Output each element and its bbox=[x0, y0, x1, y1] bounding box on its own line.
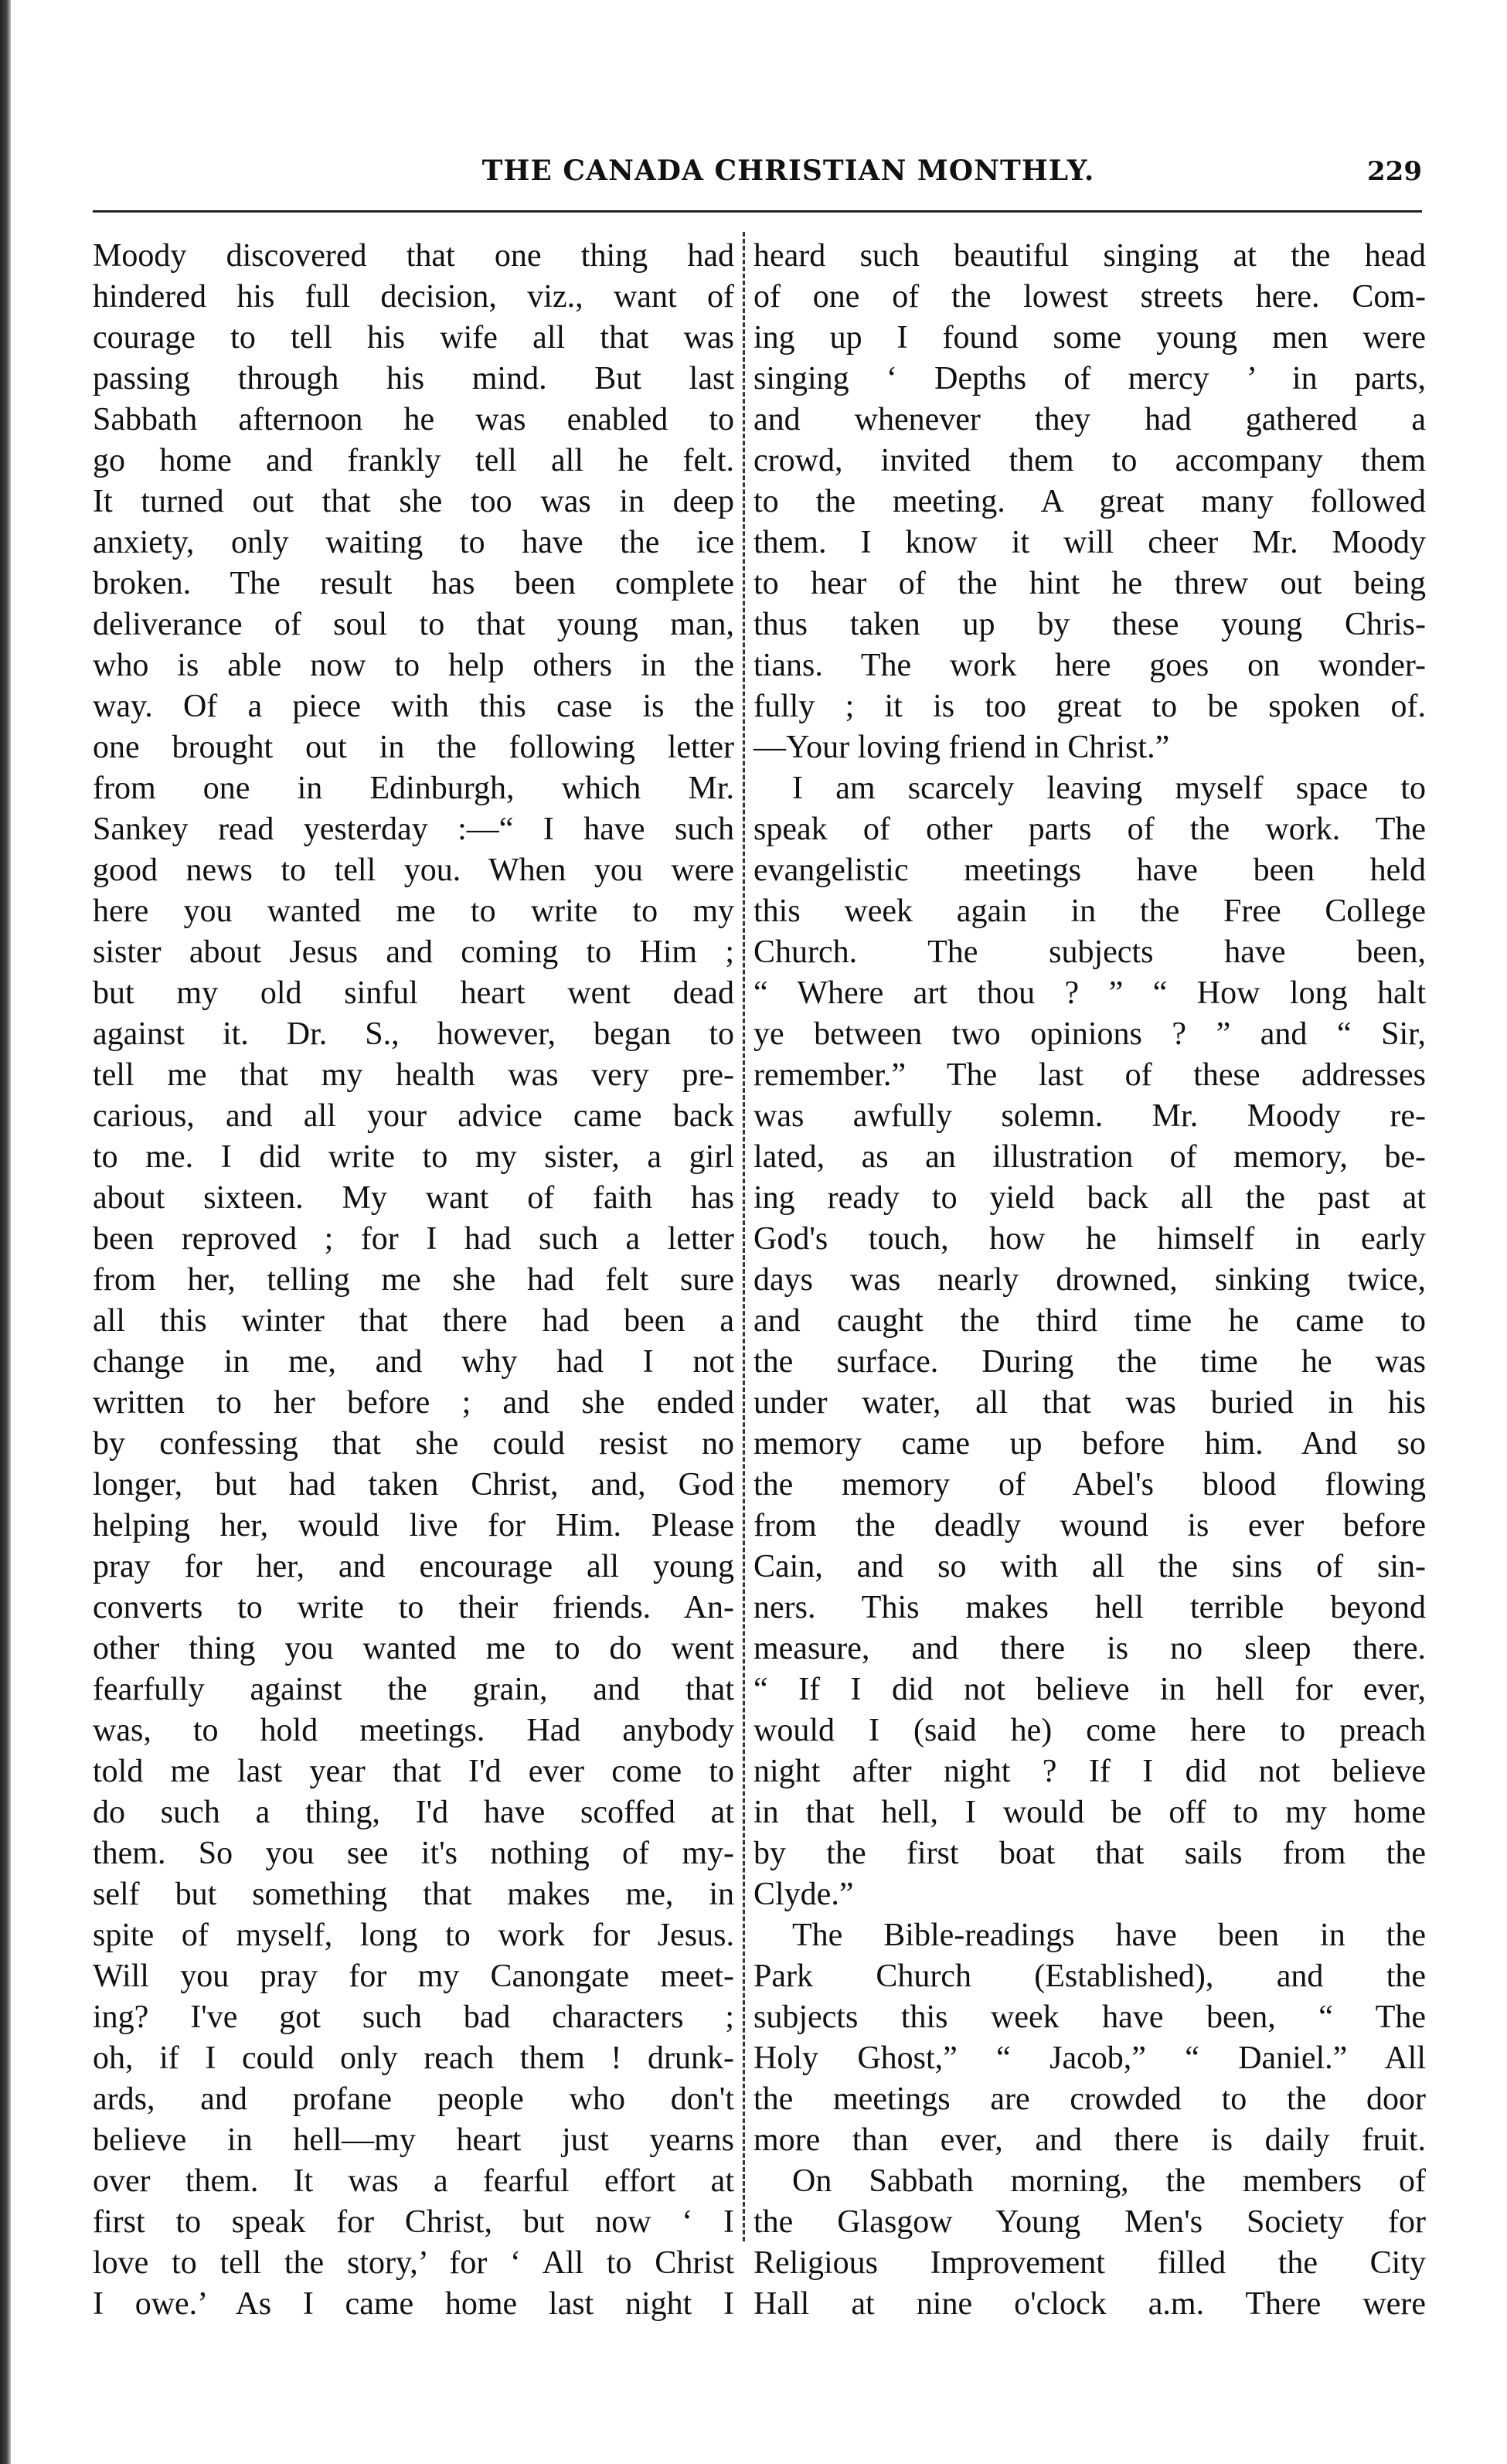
text-line: The Bible-readings have been in the bbox=[792, 1918, 1426, 1953]
text-line: I owe.’ As I came home last night I bbox=[93, 2286, 734, 2322]
text-line: courage to tell his wife all that was bbox=[93, 320, 734, 356]
text-line: been reproved ; for I had such a letter bbox=[93, 1221, 734, 1257]
text-line: I am scarcely leaving myself space to bbox=[792, 771, 1426, 806]
text-line: told me last year that I'd ever come to bbox=[93, 1754, 734, 1789]
text-line: ners. This makes hell terrible beyond bbox=[754, 1590, 1426, 1625]
text-line: was awfully solemn. Mr. Moody re- bbox=[754, 1098, 1426, 1134]
text-line: converts to write to their friends. An- bbox=[93, 1590, 734, 1625]
text-line: singing ‘ Depths of mercy ’ in parts, bbox=[754, 361, 1426, 396]
text-line: sister about Jesus and coming to Him ; bbox=[93, 934, 734, 970]
text-line: and caught the third time he came to bbox=[754, 1303, 1426, 1339]
text-line: carious, and all your advice came back bbox=[93, 1098, 734, 1134]
text-line: heard such beautiful singing at the head bbox=[754, 238, 1426, 274]
text-line: night after night ? If I did not believe bbox=[754, 1754, 1426, 1789]
text-line: was, to hold meetings. Had anybody bbox=[93, 1713, 734, 1748]
text-line: good news to tell you. When you were bbox=[93, 853, 734, 888]
text-line: subjects this week have been, “ The bbox=[754, 1999, 1426, 2035]
text-line: tell me that my health was very pre- bbox=[93, 1057, 734, 1093]
text-line: God's touch, how he himself in early bbox=[754, 1221, 1426, 1257]
text-line: “ If I did not believe in hell for ever, bbox=[754, 1672, 1426, 1707]
text-line: memory came up before him. And so bbox=[754, 1426, 1426, 1462]
text-line: the meetings are crowded to the door bbox=[754, 2081, 1426, 2117]
text-line: by the first boat that sails from the bbox=[754, 1836, 1426, 1871]
text-line: Church. The subjects have been, bbox=[754, 934, 1426, 970]
text-line: written to her before ; and she ended bbox=[93, 1385, 734, 1421]
text-line: this week again in the Free College bbox=[754, 893, 1426, 929]
column-divider bbox=[743, 232, 745, 2241]
text-line: to me. I did write to my sister, a girl bbox=[93, 1139, 734, 1175]
text-line: Holy Ghost,” “ Jacob,” “ Daniel.” All bbox=[754, 2040, 1426, 2076]
text-line: “ Where art thou ? ” “ How long halt bbox=[754, 975, 1426, 1011]
text-line: over them. It was a fearful effort at bbox=[93, 2163, 734, 2199]
text-line: hindered his full decision, viz., want of bbox=[93, 279, 734, 315]
text-line: from her, telling me she had felt sure bbox=[93, 1262, 734, 1298]
text-line: who is able now to help others in the bbox=[93, 648, 734, 683]
text-line: to hear of the hint he threw out being bbox=[754, 566, 1426, 601]
text-line: them. So you see it's nothing of my- bbox=[93, 1836, 734, 1871]
text-line: Sabbath afternoon he was enabled to bbox=[93, 402, 734, 437]
text-line: Religious Improvement filled the City bbox=[754, 2245, 1426, 2281]
text-line: evangelistic meetings have been held bbox=[754, 853, 1426, 888]
text-line: fully ; it is too great to be spoken of. bbox=[754, 689, 1426, 724]
journal-title: THE CANADA CHRISTIAN MONTHLY. bbox=[481, 155, 1095, 187]
text-line: self but something that makes me, in bbox=[93, 1877, 734, 1912]
text-line: Park Church (Established), and the bbox=[754, 1959, 1426, 1994]
text-line: other thing you wanted me to do went bbox=[93, 1631, 734, 1666]
text-line: spite of myself, long to work for Jesus. bbox=[93, 1918, 734, 1953]
text-line: and whenever they had gathered a bbox=[754, 402, 1426, 437]
text-line: ing? I've got such bad characters ; bbox=[93, 1999, 734, 2035]
left-column bbox=[93, 236, 734, 2325]
text-line: under water, all that was buried in his bbox=[754, 1385, 1426, 1421]
text-line: by confessing that she could resist no bbox=[93, 1426, 734, 1462]
text-line: measure, and there is no sleep there. bbox=[754, 1631, 1426, 1666]
text-line: the surface. During the time he was bbox=[754, 1344, 1426, 1380]
page-binding-edge bbox=[0, 0, 11, 2464]
text-line: Cain, and so with all the sins of sin- bbox=[754, 1549, 1426, 1584]
text-line: go home and frankly tell all he felt. bbox=[93, 443, 734, 478]
text-line: against it. Dr. S., however, began to bbox=[93, 1016, 734, 1052]
text-line: but my old sinful heart went dead bbox=[93, 975, 734, 1011]
right-column bbox=[754, 236, 1426, 2325]
text-line: Moody discovered that one thing had bbox=[93, 238, 734, 274]
text-line: —Your loving friend in Christ.” bbox=[754, 730, 1170, 765]
text-line: remember.” The last of these addresses bbox=[754, 1057, 1426, 1093]
text-line: It turned out that she too was in deep bbox=[93, 484, 734, 519]
text-line: from the deadly wound is ever before bbox=[754, 1508, 1426, 1543]
text-line: Will you pray for my Canongate meet- bbox=[93, 1959, 734, 1994]
text-line: the memory of Abel's blood flowing bbox=[754, 1467, 1426, 1503]
text-line: them. I know it will cheer Mr. Moody bbox=[754, 525, 1426, 560]
text-line: ye between two opinions ? ” and “ Sir, bbox=[754, 1016, 1426, 1052]
header-rule bbox=[93, 210, 1422, 213]
text-line: to the meeting. A great many followed bbox=[754, 484, 1426, 519]
text-line: first to speak for Christ, but now ‘ I bbox=[93, 2204, 734, 2240]
text-line: thus taken up by these young Chris- bbox=[754, 607, 1426, 642]
text-line: of one of the lowest streets here. Com- bbox=[754, 279, 1426, 315]
text-line: Hall at nine o'clock a.m. There were bbox=[754, 2286, 1426, 2322]
text-line: pray for her, and encourage all young bbox=[93, 1549, 734, 1584]
text-line: about sixteen. My want of faith has bbox=[93, 1180, 734, 1216]
text-line: the Glasgow Young Men's Society for bbox=[754, 2204, 1426, 2240]
text-line: Clyde.” bbox=[754, 1877, 854, 1912]
text-line: passing through his mind. But last bbox=[93, 361, 734, 396]
text-line: crowd, invited them to accompany them bbox=[754, 443, 1426, 478]
text-line: more than ever, and there is daily fruit. bbox=[754, 2122, 1426, 2158]
text-line: anxiety, only waiting to have the ice bbox=[93, 525, 734, 560]
text-line: ing ready to yield back all the past at bbox=[754, 1180, 1426, 1216]
text-line: longer, but had taken Christ, and, God bbox=[93, 1467, 734, 1503]
text-line: lated, as an illustration of memory, be- bbox=[754, 1139, 1426, 1175]
text-line: tians. The work here goes on wonder- bbox=[754, 648, 1426, 683]
text-line: helping her, would live for Him. Please bbox=[93, 1508, 734, 1543]
text-line: believe in hell—my heart just yearns bbox=[93, 2122, 734, 2158]
running-head bbox=[93, 155, 1422, 201]
text-line: broken. The result has been complete bbox=[93, 566, 734, 601]
text-line: On Sabbath morning, the members of bbox=[792, 2163, 1426, 2199]
text-line: Sankey read yesterday :—“ I have such bbox=[93, 812, 734, 847]
text-line: from one in Edinburgh, which Mr. bbox=[93, 771, 734, 806]
text-line: all this winter that there had been a bbox=[93, 1303, 734, 1339]
text-line: change in me, and why had I not bbox=[93, 1344, 734, 1380]
text-line: days was nearly drowned, sinking twice, bbox=[754, 1262, 1426, 1298]
text-line: fearfully against the grain, and that bbox=[93, 1672, 734, 1707]
text-line: way. Of a piece with this case is the bbox=[93, 689, 734, 724]
text-line: love to tell the story,’ for ‘ All to Christ bbox=[93, 2245, 734, 2281]
text-line: deliverance of soul to that young man, bbox=[93, 607, 734, 642]
text-line: ing up I found some young men were bbox=[754, 320, 1426, 356]
text-line: would I (said he) come here to preach bbox=[754, 1713, 1426, 1748]
text-line: oh, if I could only reach them ! drunk- bbox=[93, 2040, 734, 2076]
text-line: ards, and profane people who don't bbox=[93, 2081, 734, 2117]
text-line: speak of other parts of the work. The bbox=[754, 812, 1426, 847]
page-number: 229 bbox=[1367, 156, 1422, 187]
text-line: one brought out in the following letter bbox=[93, 730, 734, 765]
text-line: in that hell, I would be off to my home bbox=[754, 1795, 1426, 1830]
text-line: here you wanted me to write to my bbox=[93, 893, 734, 929]
text-line: do such a thing, I'd have scoffed at bbox=[93, 1795, 734, 1830]
